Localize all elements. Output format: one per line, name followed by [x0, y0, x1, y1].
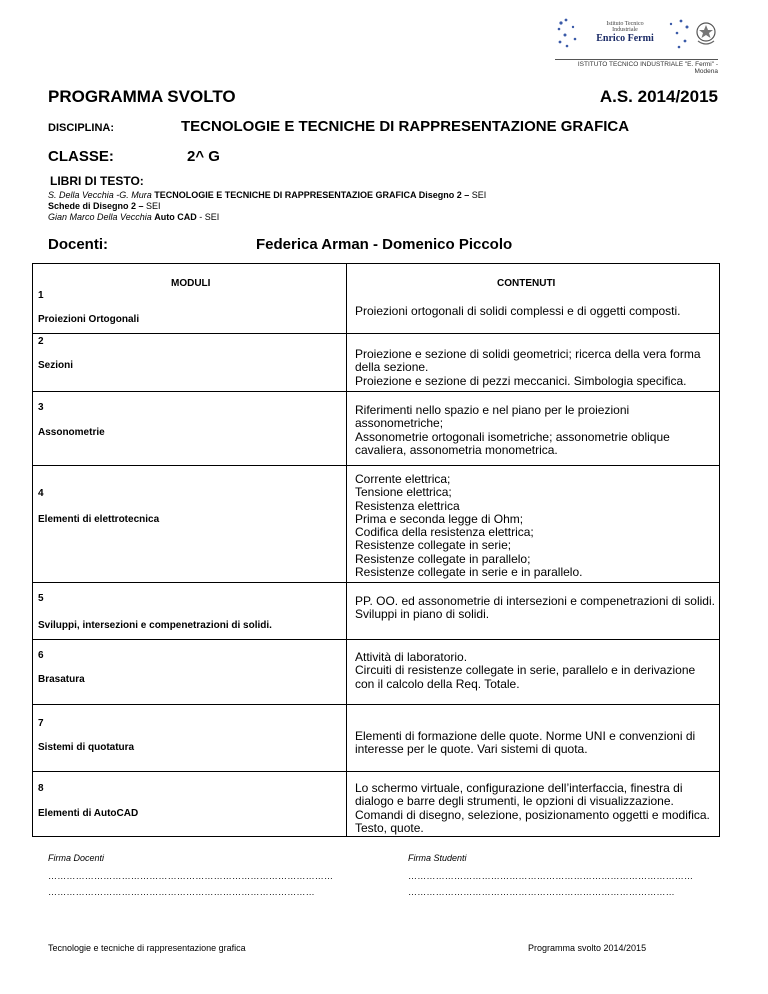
republic-emblem-icon [695, 19, 717, 51]
book-1-author: S. Della Vecchia -G. Mura [48, 190, 155, 200]
textbooks-label: LIBRI DI TESTO: [50, 174, 144, 188]
content-line: Resistenze collegate in serie; [355, 538, 512, 553]
discipline-value: TECNOLOGIE E TECNICHE DI RAPPRESENTAZIONE GRAFICA [181, 118, 630, 135]
logo-line-1: Istituto Tecnico [606, 21, 644, 27]
module-number: 3 [38, 402, 44, 413]
module-content [355, 782, 715, 835]
module-number: 5 [38, 593, 44, 604]
book-3-publisher: - SEI [196, 212, 220, 222]
content-line: Resistenza elettrica [355, 498, 460, 513]
column-header-modules: MODULI [171, 278, 211, 289]
module-name: Sistemi di quotatura [38, 742, 135, 753]
teachers-label: Docenti: [48, 236, 108, 253]
page-title: PROGRAMMA SVOLTO [48, 87, 236, 106]
content-line: Assonometrie ortogonali isometriche; assonometrie oblique cavaliera, assonometria monometrica. [355, 429, 670, 457]
content-line: Prima e seconda legge di Ohm; [355, 511, 524, 526]
discipline-label: DISCIPLINA: [48, 122, 114, 134]
column-header-contents: CONTENUTI [497, 278, 556, 289]
module-content [355, 305, 715, 318]
book-1-publisher: SEI [471, 190, 487, 200]
book-2 [48, 201, 161, 211]
class-value: 2^ G [187, 148, 220, 165]
module-content [355, 595, 715, 622]
module-number: 7 [38, 718, 44, 729]
content-line: Proiezione e sezione di solidi geometrici; ricerca della vera forma della sezione. [355, 347, 701, 375]
content-line: Proiezione e sezione di pezzi meccanici. Simbologia specifica. [355, 373, 687, 388]
module-name: Sviluppi, intersezioni e compenetrazioni di solidi. [38, 620, 272, 631]
logo-line-2: Industriale [612, 27, 638, 33]
content-line: Attività di laboratorio. [355, 650, 468, 664]
content-line: Proiezioni ortogonali di solidi complessi e di oggetti composti. [355, 304, 681, 318]
teachers-signature-line: …………………………………………………………………………… [48, 887, 315, 897]
module-content [355, 473, 715, 579]
logo-caption: ISTITUTO TECNICO INDUSTRIALE "E. Fermi" - Modena [555, 59, 718, 75]
logo-school-name: Enrico Fermi [596, 33, 654, 44]
module-number: 2 [38, 336, 44, 347]
module-number: 4 [38, 488, 44, 499]
school-year: A.S. 2014/2015 [599, 87, 718, 106]
module-content [355, 404, 715, 457]
content-line: Resistenze collegate in serie e in parallelo. [355, 565, 583, 580]
footer-subject: Tecnologie e tecniche di rappresentazione grafica [48, 943, 246, 953]
module-name: Elementi di AutoCAD [38, 808, 139, 819]
book-2-publisher: SEI [146, 201, 161, 211]
teachers-signature-line: ………………………………………………………………………………… [48, 871, 334, 881]
module-content [355, 348, 715, 388]
class-label: CLASSE: [48, 148, 114, 165]
module-name: Elementi di elettrotecnica [38, 514, 160, 525]
book-3-title: Auto CAD [154, 212, 197, 222]
book-2-title: Schede di Disegno 2 – [48, 201, 147, 211]
module-number: 8 [38, 783, 44, 794]
book-1 [48, 190, 486, 200]
module-number: 6 [38, 650, 44, 661]
book-3-author: Gian Marco Della Vecchia [48, 212, 155, 222]
content-line: Tensione elettrica; [355, 485, 452, 500]
content-line: Riferimenti nello spazio e nel piano per le proiezioni assonometriche; [355, 403, 630, 431]
module-number: 1 [38, 290, 44, 301]
content-line: PP. OO. ed assonometrie di intersezioni e compenetrazioni di solidi. [355, 594, 715, 608]
content-line: Resistenze collegate in parallelo; [355, 551, 531, 566]
students-signature-line: ………………………………………………………………………………… [408, 871, 694, 881]
students-signature-line: …………………………………………………………………………… [408, 887, 675, 897]
teachers-signature-label: Firma Docenti [48, 853, 105, 863]
content-line: Codifica della resistenza elettrica; [355, 525, 534, 540]
module-name: Brasatura [38, 674, 85, 685]
module-name: Proiezioni Ortogonali [38, 314, 140, 325]
content-line: Circuiti di resistenze collegate in serie, parallelo e in derivazione con il calcolo della Req. Totale. [355, 663, 696, 691]
content-line: Sviluppi in piano di solidi. [355, 607, 490, 622]
book-3 [48, 212, 219, 222]
footer-program: Programma svolto 2014/2015 [528, 943, 647, 953]
module-name: Assonometrie [38, 427, 105, 438]
content-line: Lo schermo virtuale, configurazione dell’interfaccia, finestra di dialogo e barre degli strumenti, le opzioni di visualizzazione. Comandi di disegno, selezione, posizionamento oggetti e modifica. Testo, quote. [355, 781, 710, 835]
module-content [355, 651, 715, 691]
book-1-title: TECNOLOGIE E TECNICHE DI RAPPRESENTAZIOE GRAFICA Disegno 2 – [154, 190, 472, 200]
school-logo [555, 15, 718, 55]
content-line: Corrente elettrica; [355, 472, 451, 486]
module-name: Sezioni [38, 360, 74, 371]
content-line: Elementi di formazione delle quote. Norme UNI e convenzioni di interesse per le quote. Vari sistemi di quota. [355, 729, 696, 757]
module-content [355, 730, 715, 757]
teachers-value: Federica Arman - Domenico Piccolo [256, 236, 513, 253]
students-signature-label: Firma Studenti [408, 853, 467, 863]
program-table [32, 263, 720, 837]
